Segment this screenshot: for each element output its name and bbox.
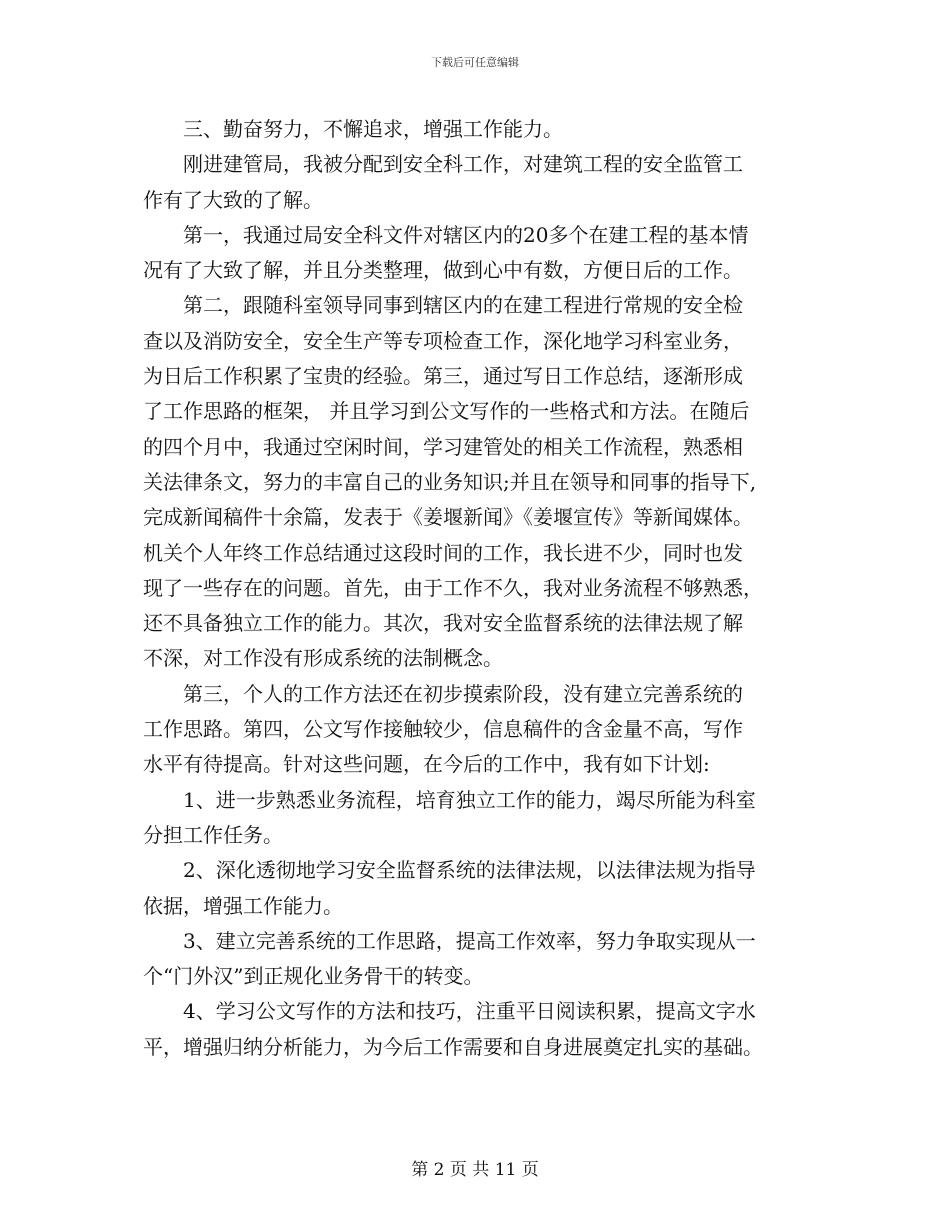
text-line: 了工作思路的框架， 并且学习到公文写作的一些格式和方法。在随后 xyxy=(143,399,750,424)
text-line: 查以及消防安全，安全生产等专项检查工作，深化地学习科室业务， xyxy=(143,328,743,353)
text-line: 为日后工作积累了宝贵的经验。第三，通过写日工作总结，逐渐形成 xyxy=(143,364,743,389)
page-header: 下载后可任意编辑 xyxy=(431,56,519,69)
text-line: 第二，跟随科室领导同事到辖区内的在建工程进行常规的安全检 xyxy=(183,293,743,318)
text-line: 1、进一步熟悉业务流程，培育独立工作的能力，竭尽所能为科室 xyxy=(183,787,756,812)
text-line: 4、学习公文写作的方法和技巧，注重平日阅读积累，提高文字水 xyxy=(183,999,756,1024)
text-line: 还不具备独立工作的能力。其次，我对安全监督系统的法律法规了解 xyxy=(143,611,743,636)
body-text xyxy=(143,112,811,1065)
text-line: 机关个人年终工作总结通过这段时间的工作，我长进不少，同时也发 xyxy=(143,540,743,565)
text-line: 完成新闻稿件十余篇，发表于《姜堰新闻》《姜堰宣传》等新闻媒体。 xyxy=(143,505,753,530)
text-line: 况有了大致了解，并且分类整理，做到心中有数，方便日后的工作。 xyxy=(143,258,743,283)
text-line: 水平有待提高。针对这些问题，在今后的工作中，我有如下计划: xyxy=(143,752,710,777)
text-line: 作有了大致的了解。 xyxy=(143,187,323,212)
text-line: 第三，个人的工作方法还在初步摸索阶段，没有建立完善系统的 xyxy=(183,681,743,706)
text-line: 3、建立完善系统的工作思路，提高工作效率，努力争取实现从一 xyxy=(183,928,756,953)
text-line: 平，增强归纳分析能力，为今后工作需要和自身进展奠定扎实的基础。 xyxy=(143,1034,763,1059)
page-footer: 第 2 页 共 11 页 xyxy=(411,1160,539,1180)
text-line: 工作思路。第四，公文写作接触较少，信息稿件的含金量不高，写作 xyxy=(143,717,743,742)
text-line: 刚进建管局，我被分配到安全科工作，对建筑工程的安全监管工 xyxy=(183,152,743,177)
text-line: 现了一些存在的问题。首先，由于工作不久，我对业务流程不够熟悉， xyxy=(143,575,763,600)
text-line: 不深，对工作没有形成系统的法制概念。 xyxy=(143,646,503,671)
text-line: 的四个月中，我通过空闲时间，学习建管处的相关工作流程，熟悉相 xyxy=(143,434,743,459)
text-line: 依据，增强工作能力。 xyxy=(143,893,343,918)
text-line: 关法律条文，努力的丰富自己的业务知识;并且在领导和同事的指导下, xyxy=(143,469,757,494)
text-line: 分担工作任务。 xyxy=(143,822,283,847)
text-line: 个“门外汉”到正规化业务骨干的转变。 xyxy=(143,964,484,989)
text-line: 三、勤奋努力，不懈追求，增强工作能力。 xyxy=(183,117,563,141)
text-line: 2、深化透彻地学习安全监督系统的法律法规，以法律法规为指导 xyxy=(183,858,756,883)
text-line: 第一，我通过局安全科文件对辖区内的20多个在建工程的基本情 xyxy=(183,222,749,247)
